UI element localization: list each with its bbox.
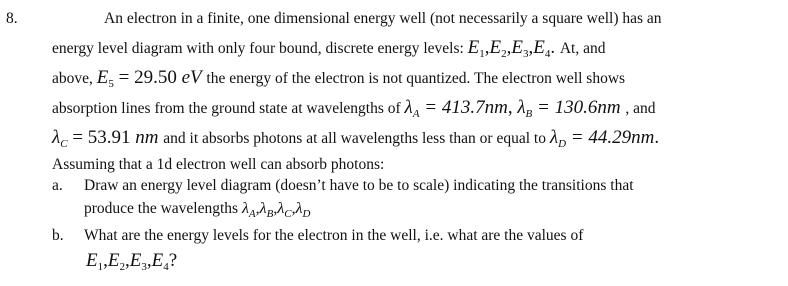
part-a-text: Draw an energy level diagram (doesn’t have to be to scale) indicating the transitions that — [84, 177, 634, 194]
lambda-A-equation: $\lambda_A = 413.7nm$, — [404, 97, 513, 120]
problem-number: 8. — [6, 10, 18, 27]
part-a-line-2 — [84, 200, 310, 218]
lambda-D-equation: $\lambda_D = 44.29nm$. — [549, 127, 660, 150]
part-b-text: What are the energy levels for the electron in the well, i.e. what are the values of — [84, 227, 584, 244]
line-4-prefix: absorption lines from the ground state at wavelengths of — [52, 100, 401, 117]
line-2-text: energy level diagram with only four bound, discrete energy levels: — [52, 40, 464, 57]
problem-line-3 — [52, 67, 625, 89]
problem-line-5 — [52, 127, 659, 149]
line-5-mid: and it absorbs photons at all wavelengths less than or equal to — [163, 130, 546, 147]
part-a-label: a. — [52, 177, 63, 194]
line-4-and: , and — [625, 100, 656, 117]
part-b-energy-list: $E_1,E_2,E_3,E_4$? — [86, 250, 178, 273]
lambda-B-equation: $\lambda_B = 130.6nm$ — [517, 97, 621, 120]
line-3-prefix: above, — [52, 70, 93, 87]
part-b-label: b. — [52, 227, 64, 244]
problem-line-2 — [52, 37, 605, 59]
problem-line-1: An electron in a finite, one dimensional energy well (not necessarily a square well) has an — [104, 10, 662, 27]
energy-levels-list: $E_1,E_2,E_3,E_4$. — [467, 37, 556, 60]
line-2-after: At, and — [559, 40, 606, 57]
problem-line-6: Assuming that a 1d electron well can absorb photons: — [52, 156, 385, 173]
lambda-C-equation: $\lambda_C = 53.91$ nm — [52, 127, 159, 150]
E5-equation: $E_5 = 29.50$ eV — [96, 67, 202, 90]
problem-line-4 — [52, 97, 655, 119]
line-3-suffix: the energy of the electron is not quantized. The electron well shows — [206, 70, 626, 87]
wavelength-list: $\lambda_A,\lambda_B,\lambda_C,\lambda_D$ — [241, 200, 311, 220]
part-a-line-2-text: produce the wavelengths — [84, 200, 239, 217]
